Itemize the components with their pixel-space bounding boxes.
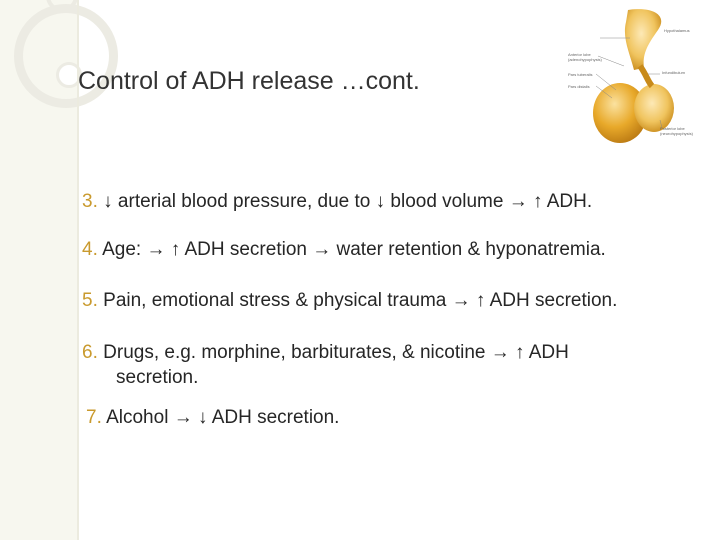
list-item-5	[82, 288, 617, 313]
left-decor-band	[0, 0, 78, 540]
list-number: 6.	[82, 342, 98, 363]
list-text-continuation: secretion.	[116, 367, 199, 388]
figure-label-pars-tuberalis: Pars tuberalis	[568, 72, 593, 77]
list-number: 4.	[82, 239, 98, 260]
list-text: Pain, emotional stress & physical trauma → ↑ ADH secretion.	[103, 290, 618, 311]
figure-label-hypothalamus: Hypothalamus	[664, 28, 690, 33]
figure-label-posterior-lobe: Posterior lobe (neurohypophysis)	[660, 126, 693, 136]
figure-label-pars-distalis: Pars distalis	[568, 84, 590, 89]
list-item-6	[82, 340, 569, 390]
figure-label-infundibulum: Infundibulum	[662, 70, 685, 75]
list-number: 7.	[86, 407, 102, 428]
list-text: Drugs, e.g. morphine, barbiturates, & nicotine → ↑ ADH	[103, 342, 569, 363]
list-text: Age: → ↑ ADH secretion → water retention & hyponatremia.	[102, 239, 606, 260]
list-item-4	[82, 237, 606, 262]
list-item-3	[82, 189, 592, 214]
list-number: 3.	[82, 191, 98, 212]
figure-label-anterior-lobe: Anterior lobe (adenohypophysis)	[568, 52, 602, 62]
slide-title: Control of ADH release …cont.	[78, 67, 420, 95]
list-item-7	[86, 405, 339, 430]
pituitary-gland-illustration	[556, 8, 708, 146]
list-text: Alcohol → ↓ ADH secretion.	[106, 407, 340, 428]
list-number: 5.	[82, 290, 98, 311]
list-text: ↓ arterial blood pressure, due to ↓ blood volume → ↑ ADH.	[103, 191, 593, 212]
